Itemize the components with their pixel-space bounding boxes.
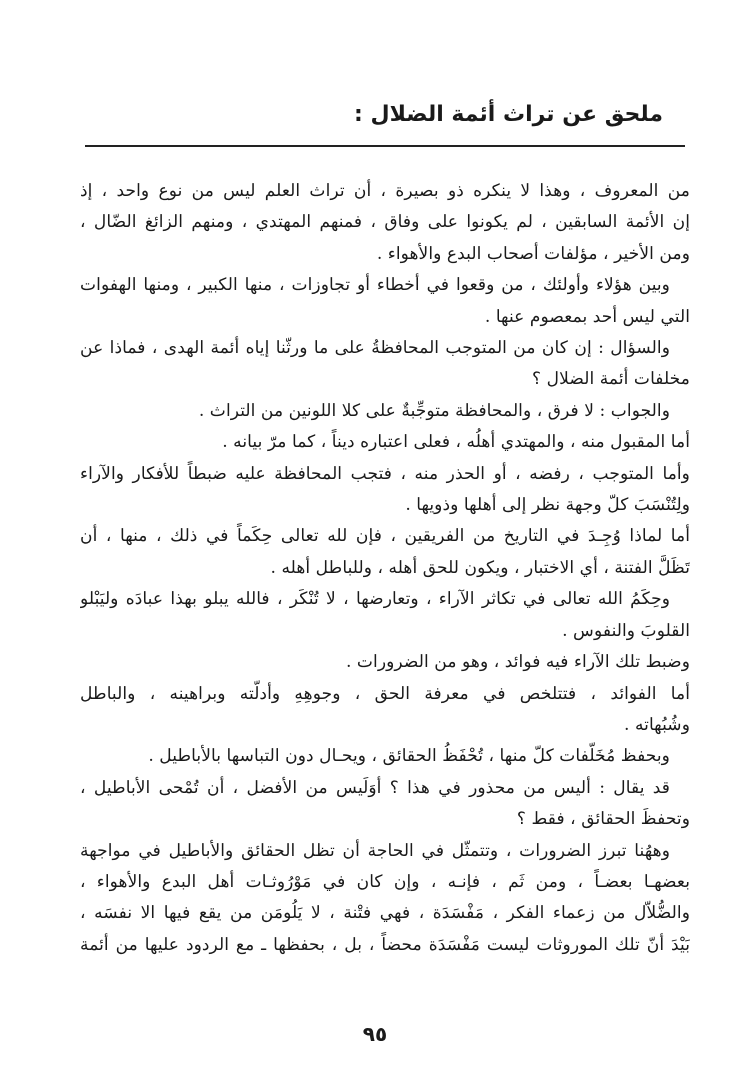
text-line: ومن الأخير ، مؤلفات أصحاب البدع والأهواء . bbox=[376, 243, 690, 264]
text-line: قد يقال : أليس من محذور في هذا ؟ أوَلَيس من الأفضل ، أن تُمْحى الأباطيل ، bbox=[80, 777, 670, 798]
text-line: أما لماذا وُجِـدَ في التاريخ من الفريقين ، فإن لله تعالى حِكَماً في ذلك ، منها ، أن bbox=[80, 526, 690, 547]
text-line: ولِتُنْسَبَ كلّ وجهة نظر إلى أهلها وذويها . bbox=[405, 495, 690, 516]
text-line: أما الفوائد ، فتتلخص في معرفة الحق ، وجوهِهِ وأدلّته وبراهينه ، والباطل bbox=[80, 683, 690, 704]
text-line: بعضهـا بعضـاً ، ومن ثَم ، فإنـه ، وإن كان في مَوْرُوثـات أهل البدع والأهواء ، bbox=[80, 871, 690, 892]
page-number: ٩٥ bbox=[362, 1022, 388, 1046]
text-line: تَظَلَّ الفتنة ، أي الاختبار ، ويكون للحق أهله ، وللباطل أهله . bbox=[270, 557, 690, 578]
text-line: وحِكَمُ الله تعالى في تكاثر الآراء ، وتعارضها ، لا تُنْكَر ، فالله يبلو بهذا عبادَه وليَبْلو bbox=[80, 589, 670, 610]
text-line: وبحفظ مُخَلّفات كلّ منها ، تُحْفَظُ الحقائق ، ويحـال دون التباسها بالأباطيل . bbox=[148, 746, 670, 767]
text-line: وههُنا تبرز الضرورات ، وتتمثّل في الحاجة أن تظل الحقائق والأباطيل في مواجهة bbox=[80, 840, 670, 861]
text-line: مخلفات أئمة الضلال ؟ bbox=[532, 369, 690, 390]
text-line: والضُّلاّل من زعماء الفكر ، مَفْسَدَة ، فهي فتْنة ، لا يَلُومَن من يقع فيها الا نفسَه ، bbox=[80, 903, 690, 924]
section-title: ملحق عن تراث أئمة الضلال : bbox=[354, 102, 663, 127]
text-line: من المعروف ، وهذا لا ينكره ذو بصيرة ، أن تراث العلم ليس من نوع واحد ، إذ bbox=[80, 181, 690, 201]
title-underline bbox=[85, 145, 685, 147]
text-line: التي ليس أحد بمعصوم عنها . bbox=[484, 306, 690, 327]
text-line: وضبط تلك الآراء فيه فوائد ، وهو من الضرورات . bbox=[345, 652, 690, 673]
text-line: بَيْدَ أنّ تلك الموروثات ليست مَفْسَدَة محضاً ، بل ، بحفظها ـ مع الردود عليها من أئمة bbox=[80, 934, 690, 955]
text-line: وشُبُهاته . bbox=[624, 714, 690, 735]
text-line: والجواب : لا فرق ، والمحافظة متوجِّبةٌ على كلا اللونين من التراث . bbox=[198, 400, 670, 421]
text-line: وأما المتوجب ، رفضه ، أو الحذر منه ، فتجب المحافظة عليه ضبطاً للأفكار والآراء bbox=[80, 463, 690, 484]
text-line: أما المقبول منه ، والمهتدي أهلُه ، فعلى اعتباره ديناً ، كما مرّ بيانه . bbox=[222, 432, 690, 453]
text-line: إن الأئمة السابقين ، لم يكونوا على وفاق ، فمنهم المهتدي ، ومنهم الزائغ الضّال ، bbox=[80, 212, 690, 233]
body-text bbox=[80, 176, 690, 961]
text-line: والسؤال : إن كان من المتوجب المحافظةُ على ما ورثّنا إياه أئمة الهدى ، فماذا عن bbox=[80, 338, 670, 359]
text-line: القلوبَ والنفوس . bbox=[562, 620, 690, 641]
text-line: وتحفظَ الحقائق ، فقط ؟ bbox=[516, 809, 690, 830]
text-line: وبين هؤلاء وأولئك ، من وقعوا في أخطاء أو تجاوزات ، منها الكبير ، ومنها الهفوات bbox=[80, 275, 670, 296]
